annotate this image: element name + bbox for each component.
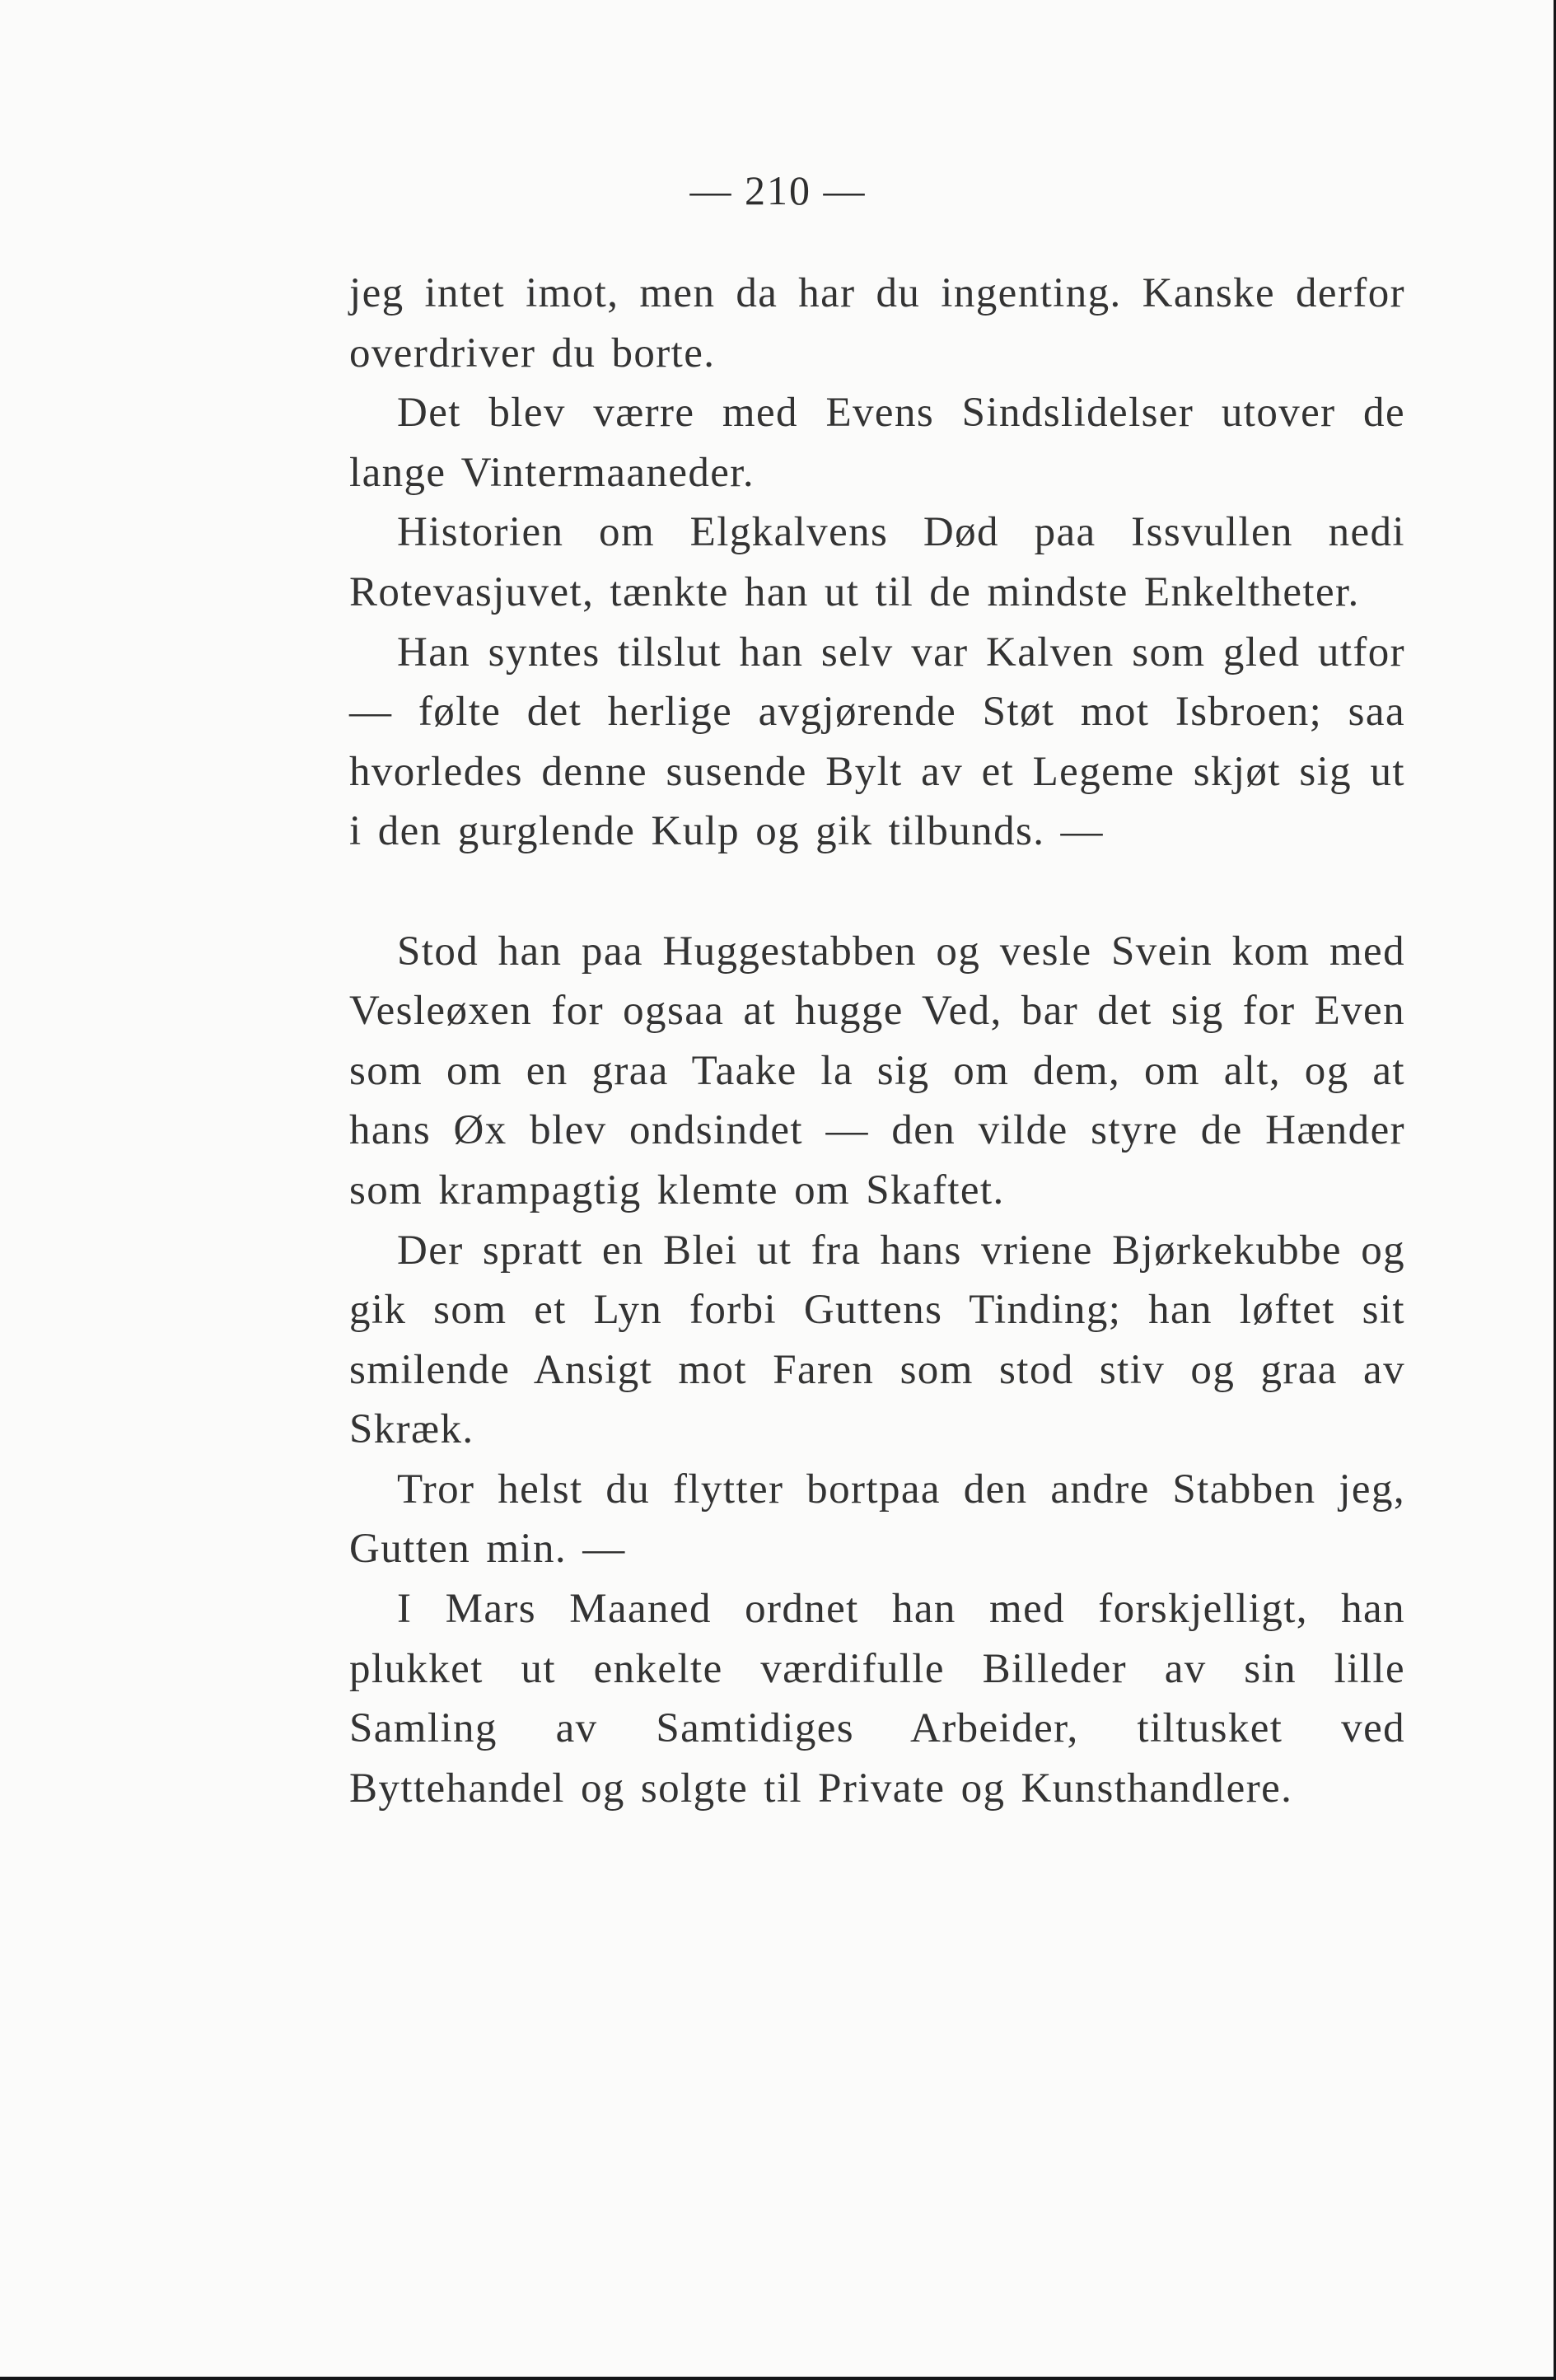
paragraph-3: Historien om Elgkalvens Død paa Issvullen nedi Rotevasjuvet, tænkte han ut til de mindste Enkeltheter. bbox=[349, 509, 1405, 615]
paragraph-2: Det blev værre med Evens Sindslidelser utover de lange Vintermaaneder. bbox=[349, 390, 1405, 496]
section-break bbox=[349, 862, 1405, 922]
paragraph-5: Stod han paa Huggestabben og vesle Svein kom med Vesleøxen for ogsaa at hugge Ved, bar det sig for Even som om en graa Taake la sig om dem, om alt, og at hans Øx blev ondsindet — den vilde styre de Hænder som krampagtig klemte om Skaftet. bbox=[349, 928, 1405, 1213]
body-text bbox=[349, 264, 1405, 1818]
page-number: — 210 — bbox=[689, 167, 867, 213]
paragraph-4: Han syntes tilslut han selv var Kalven som gled utfor — følte det herlige avgjørende Støt mot Isbroen; saa hvorledes denne susende Bylt av et Legeme skjøt sig ut i den gurglende Kulp og gik tilbunds. — bbox=[349, 629, 1405, 855]
paragraph-1: jeg intet imot, men da har du ingenting. Kanske derfor overdriver du borte. bbox=[349, 270, 1405, 376]
paragraph-7: Tror helst du flytter bortpaa den andre Stabben jeg, Gutten min. — bbox=[349, 1466, 1405, 1573]
paragraph-6: Der spratt en Blei ut fra hans vriene Bjørkekubbe og gik som et Lyn forbi Guttens Tinding; han løftet sit smilende Ansigt mot Faren som stod stiv og graa av Skræk. bbox=[349, 1227, 1405, 1453]
paragraph-8: I Mars Maaned ordnet han med forskjelligt, han plukket ut enkelte værdifulle Billeder av sin lille Samling av Samtidiges Arbeider, tiltusket ved Byttehandel og solgte til Private og Kunsthandlere. bbox=[349, 1586, 1405, 1812]
